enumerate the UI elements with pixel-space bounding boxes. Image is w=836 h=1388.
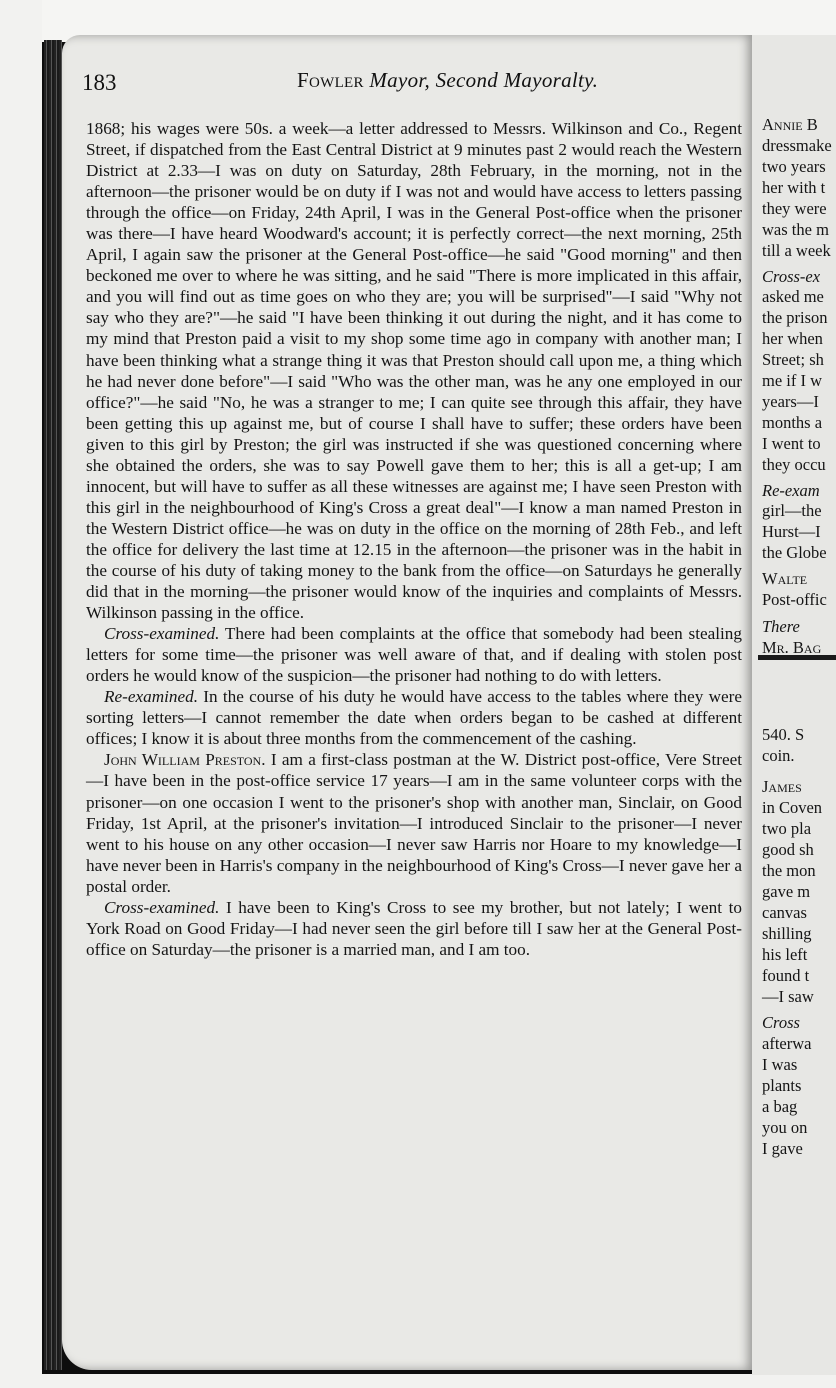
right-page-fragment: dressmake <box>762 136 832 155</box>
right-page-fragment: they occu <box>762 455 826 474</box>
right-page-fragment: two pla <box>762 819 812 838</box>
right-page-fragment: till a week <box>762 241 831 260</box>
paragraph-5 <box>86 897 742 960</box>
page-title <box>297 68 598 93</box>
paragraph-lead: Cross-examined. <box>104 624 220 644</box>
paragraph-2 <box>86 623 742 686</box>
right-page-fragment: coin. <box>762 746 795 765</box>
right-page-fragment: I gave <box>762 1139 803 1158</box>
right-page-fragment: girl—the <box>762 501 822 520</box>
witness-name: John William Preston. <box>104 750 266 770</box>
right-page-fragment: her when <box>762 329 823 348</box>
paragraph-text: 1868; his wages were 50s. a week—a letter addressed to Messrs. Wilkinson and Co., Regent Street, if dispatched from the East Central District at 9 minutes past 2 would reach the Western District at 2.33—I was on duty on Saturday, 28th February, in the morning, not in the afternoon—the prisoner would be on duty if I was not and would have access to letters passing through the office—on Friday, 24th April, I was in the General Post-office when the prisoner was there—I have heard Woodward's account; it is perfectly correct—the next morning, 25th April, I again saw the prisoner at the General Post-office—he said "Good morning" and then beckoned me over to where he was sitting, and he said "There is more implicated in this affair, and you will find out as time goes on who they are; you will be surprised"—I said "Why not say who they are?"—he said "I have been thinking it out during the night, and it has come to my mind that Preston paid a visit to my shop some time ago in company with another man; I have been thinking what a strange thing it was that Preston should call upon me, a thing which he had never done before"—I said "Who was the other man, was he any one employed in our office?"—he said "No, he was a stranger to me; I can quite see through this affair, they have been getting this up against me, but of course I shall have to suffer; these orders have been given to this girl by Preston; the girl was instructed if she was questioned concerning where she obtained the orders, she was to say Powell gave them to her; this is all a get-up; I am innocent, but will have to suffer as all these witnesses are against me; I have seen Preston with this girl in the neighbourhood of King's Cross a great deal"—I know a man named Preston in the Western District office—he was on duty in the office on the morning of 28th Feb., and left the office for delivery the last time at 12.15 in the afternoon—the prisoner was in the habit in the course of his duty of taking money to the bank from the office—on Saturdays he generally did that in the morning—the prisoner would know of the inquiries and complaints of Messrs. Wilkinson passing in the office. <box>86 119 742 623</box>
running-head <box>82 64 642 94</box>
paragraph-text: There had been complaints at the office that somebody had been stealing letters for some time—the prisoner was well aware of that, and if dealing with stolen post orders he would know of the suspicion—the prisoner had nothing to do with letters. <box>86 624 742 686</box>
right-page-fragment: afterwa <box>762 1034 812 1053</box>
paragraph-4 <box>86 749 742 896</box>
right-page-fragment: found t <box>762 966 810 985</box>
paragraph-text: I am a first-class postman at the W. District post-office, Vere Street—I have been in the post-office service 17 years—I am in the same volunteer corps with the prisoner—on one occasion I went to the prisoner's shop with another man, Sinclair, on Good Friday, 1st April, at the prisoner's invitation—I introduced Sinclair to the prisoner—I never went to his house on any other occasion—I never saw Harris nor Hoare to my knowledge—I have never been in Harris's company in the neighbourhood of King's Cross—I never gave her a postal order. <box>86 750 742 896</box>
right-page-fragment: Street; sh <box>762 350 824 369</box>
right-page-fragment: Cross-ex <box>762 267 821 286</box>
right-page-fragment: Mr. Bag <box>762 638 822 657</box>
paragraph-1 <box>86 118 742 623</box>
right-page-fragment: the mon <box>762 861 816 880</box>
right-page-fragment: me if I w <box>762 371 823 390</box>
right-page-fragment: asked me <box>762 287 824 306</box>
page-number: 183 <box>82 70 117 95</box>
right-page-fragment: canvas <box>762 903 807 922</box>
paragraph-lead: Cross-examined. <box>104 897 220 917</box>
right-page-fragment: the Globe <box>762 543 827 562</box>
right-page-fragment: months a <box>762 413 823 432</box>
scan-margin-left <box>0 0 42 1388</box>
paragraph-lead: Re-examined. <box>104 687 199 707</box>
right-page-fragment: was the m <box>762 220 829 239</box>
right-page-fragment: Annie B <box>762 115 818 134</box>
paragraph-text: I have been to King's Cross to see my brother, but not lately; I went to York Road on Good Friday—I had never seen the girl before till I saw her at the General Post-office on Saturday—the prisoner is a married man, and I am too. <box>86 897 742 959</box>
book-page-edges <box>44 40 62 1370</box>
page-title-name: Fowler <box>297 68 364 92</box>
right-page-fragment: —I saw <box>762 987 814 1006</box>
right-page-fragment: you on <box>762 1118 808 1137</box>
paragraph-text: In the course of his duty he would have access to the tables where they were sorting letters—I cannot remember the date when orders began to be cashed at different offices; I know it is about three months from the commencement of the cashing. <box>86 687 742 749</box>
paragraph-3 <box>86 686 742 749</box>
right-page-fragment: in Coven <box>762 798 823 817</box>
right-page-fragment: they were <box>762 199 827 218</box>
right-page-fragment: two years <box>762 157 826 176</box>
right-page-fragment: Post-offic <box>762 590 827 609</box>
page-title-rest: Mayor, Second Mayoralty. <box>363 68 599 92</box>
right-page-fragment: years—I <box>762 392 819 411</box>
right-page-fragment: Walte <box>762 569 808 588</box>
right-page-fragment: plants <box>762 1076 802 1095</box>
right-page <box>752 35 836 1375</box>
body-text <box>86 118 742 960</box>
right-page-fragment: her with t <box>762 178 826 197</box>
right-page-fragment: shilling <box>762 924 812 943</box>
right-page-fragment: Hurst—I <box>762 522 821 541</box>
right-page-fragment: a bag <box>762 1097 798 1116</box>
right-page-fragment: 540. S <box>762 725 805 744</box>
right-page-fragment: I went to <box>762 434 821 453</box>
right-page-fragment: James <box>762 777 802 796</box>
right-page-fragment: There <box>762 617 800 636</box>
right-page-fragment: his left <box>762 945 808 964</box>
right-page-fragment: Re-exam <box>762 481 820 500</box>
right-page-fragment: the prison <box>762 308 828 327</box>
right-page-fragment: Cross <box>762 1013 800 1032</box>
right-page-fragment: good sh <box>762 840 814 859</box>
right-page-fragment: gave m <box>762 882 811 901</box>
right-page-fragment: I was <box>762 1055 798 1074</box>
scan-margin-bottom <box>0 1374 836 1388</box>
